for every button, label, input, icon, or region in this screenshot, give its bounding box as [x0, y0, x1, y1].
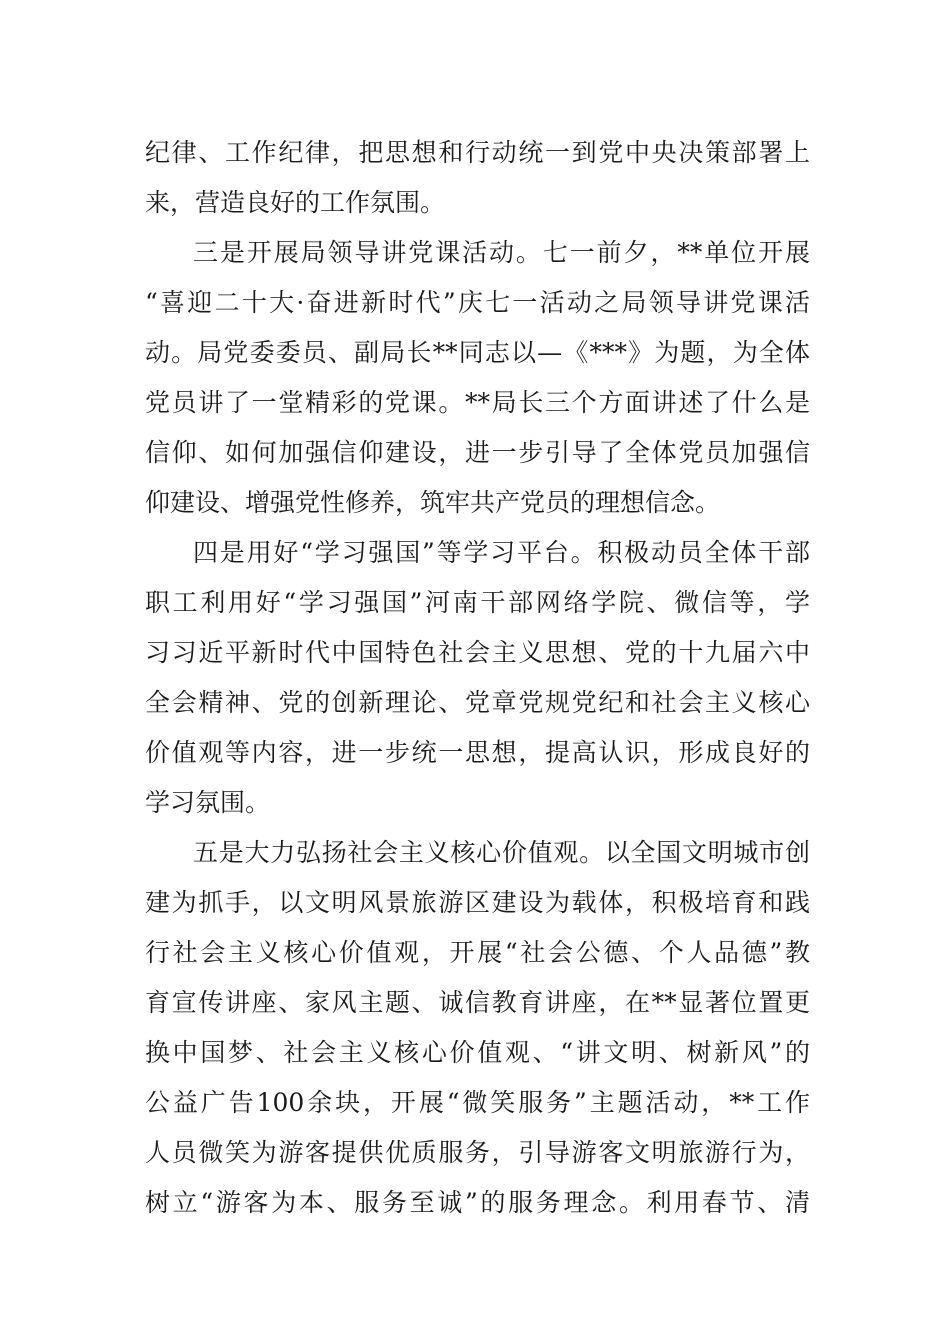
text-line: 三是开展局领导讲党课活动。七一前夕，**单位开展 [193, 238, 810, 267]
text-line: 育宣传讲座、家风主题、诚信教育讲座，在**显著位置更 [145, 988, 810, 1017]
text-line: 动。局党委委员、副局长**同志以—《***》为题，为全体 [145, 338, 810, 367]
text-line: 价值观等内容，进一步统一思想，提高认识，形成良好的 [145, 738, 810, 767]
text-line: 来，营造良好的工作氛围。 [145, 188, 446, 217]
text-line: 全会精神、党的创新理论、党章党规党纪和社会主义核心 [145, 688, 810, 717]
text-line: 纪律、工作纪律，把思想和行动统一到党中央决策部署上 [145, 138, 810, 167]
text-line: 换中国梦、社会主义核心价值观、“讲文明、树新风”的 [145, 1038, 810, 1067]
text-line: 职工利用好“学习强国”河南干部网络学院、微信等，学 [145, 588, 810, 617]
text-line: 仰建设、增强党性修养，筑牢共产党员的理想信念。 [145, 488, 721, 517]
text-line: 建为抓手，以文明风景旅游区建设为载体，积极培育和践 [145, 888, 810, 917]
text-line: 四是用好“学习强国”等学习平台。积极动员全体干部 [193, 538, 810, 567]
text-line: 党员讲了一堂精彩的党课。**局长三个方面讲述了什么是 [145, 388, 810, 417]
text-line: 人员微笑为游客提供优质服务，引导游客文明旅游行为， [145, 1138, 810, 1167]
text-line: 信仰、如何加强信仰建设，进一步引导了全体党员加强信 [145, 438, 810, 467]
text-line: “喜迎二十大·奋进新时代”庆七一活动之局领导讲党课活 [145, 288, 810, 317]
text-line: 行社会主义核心价值观，开展“社会公德、个人品德”教 [145, 938, 810, 967]
text-line: 树立“游客为本、服务至诚”的服务理念。利用春节、清 [145, 1188, 810, 1217]
text-line: 五是大力弘扬社会主义核心价值观。以全国文明城市创 [193, 838, 810, 867]
text-line: 公益广告100余块，开展“微笑服务”主题活动，**工作 [145, 1088, 810, 1117]
text-line: 习习近平新时代中国特色社会主义思想、党的十九届六中 [145, 638, 810, 667]
text-line: 学习氛围。 [145, 788, 271, 817]
